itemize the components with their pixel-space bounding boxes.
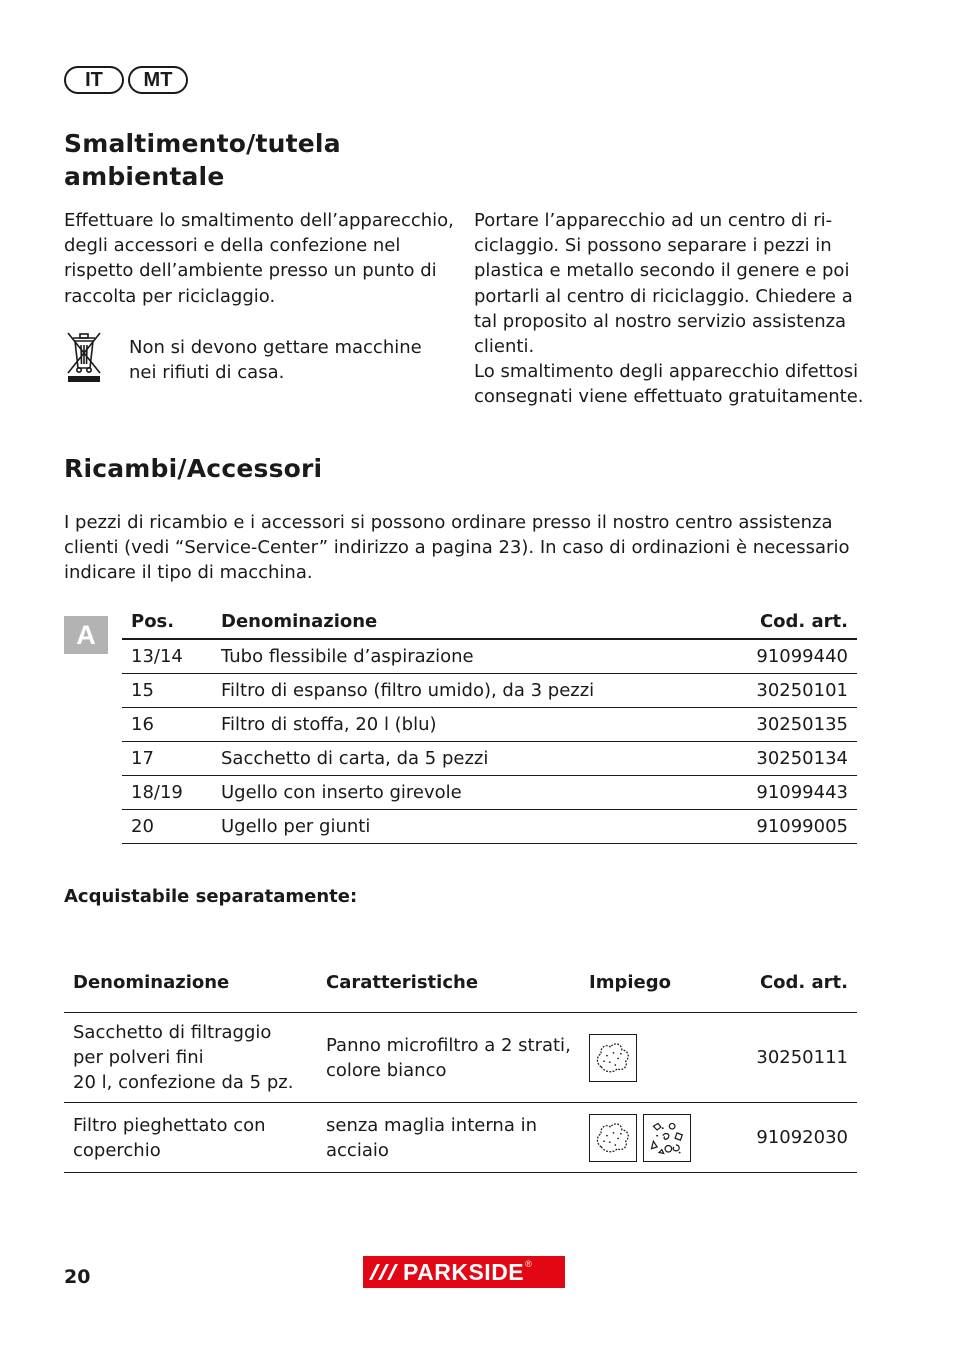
parkside-logo: [363, 1256, 565, 1288]
cell-code: 91099443: [716, 776, 857, 810]
table-header-row: [64, 952, 857, 1013]
text-line: Non si devono gettare macchine: [129, 337, 422, 358]
text-line: raccolta per riciclaggio.: [64, 285, 276, 307]
table-row: [64, 1013, 857, 1103]
cell-code: 91092030: [728, 1103, 857, 1173]
cell-code: 30250134: [716, 742, 857, 776]
header-code: Cod. art.: [716, 604, 857, 639]
text-line: acciaio: [326, 1139, 389, 1161]
header-features: Caratteristiche: [317, 952, 580, 1013]
text-line: Sacchetto di filtraggio: [73, 1022, 272, 1043]
parts-table: [122, 604, 857, 844]
bin-note: [129, 335, 422, 385]
cell-name: Tubo flessibile d’aspirazione: [212, 639, 716, 674]
title-line: Ricambi/Accessori: [64, 454, 323, 483]
cell-usage: [580, 1013, 728, 1103]
page-number: 20: [64, 1266, 91, 1288]
cell-code: 30250111: [728, 1013, 857, 1103]
cell-name: Filtro di stoffa, 20 l (blu): [212, 708, 716, 742]
cell-code: 30250135: [716, 708, 857, 742]
accessories-table: [64, 952, 857, 1173]
cell-pos: 17: [122, 742, 212, 776]
fine-dust-icon: [589, 1114, 637, 1162]
header-pos: Pos.: [122, 604, 212, 639]
text-line: plastica e metallo secondo il genere e poi: [474, 260, 850, 282]
cell-usage: [580, 1103, 728, 1173]
spare-parts-title: [64, 452, 322, 485]
table-row: [64, 1103, 857, 1173]
header-name: Denominazione: [64, 952, 317, 1013]
table-row: [122, 776, 857, 810]
text-line: indicare il tipo di macchina.: [64, 562, 313, 584]
cell-name: [64, 1013, 317, 1103]
cell-features: [317, 1103, 580, 1173]
cell-code: 91099440: [716, 639, 857, 674]
table-row: [122, 810, 857, 844]
language-badge-mt: MT: [128, 66, 188, 94]
cell-name: Ugello per giunti: [212, 810, 716, 844]
table-row: [122, 742, 857, 776]
header-code: Cod. art.: [728, 952, 857, 1013]
text-line: clienti (vedi “Service-Center” indirizzo a pagina 23). In caso di ordinazioni è necessario: [64, 537, 850, 559]
cell-pos: 13/14: [122, 639, 212, 674]
text-line: consegnati viene effettuato gratuitamente.: [474, 386, 864, 408]
cell-pos: 20: [122, 810, 212, 844]
language-badge-it: IT: [64, 66, 124, 94]
header-name: Denominazione: [212, 604, 716, 639]
disposal-right-paragraph: [474, 208, 864, 410]
coarse-dirt-icon: [643, 1114, 691, 1162]
table-header-row: [122, 604, 857, 639]
cell-name: [64, 1103, 317, 1173]
logo-slashes-icon: [363, 1256, 403, 1288]
cell-code: 91099005: [716, 810, 857, 844]
fine-dust-icon: [589, 1034, 637, 1082]
cell-name: Sacchetto di carta, da 5 pezzi: [212, 742, 716, 776]
title-line: ambientale: [64, 162, 225, 191]
text-line: clienti.: [474, 336, 535, 358]
cell-features: [317, 1013, 580, 1103]
text-line: per polveri fini: [73, 1047, 204, 1068]
text-line: ciclaggio. Si possono separare i pezzi in: [474, 235, 832, 257]
cell-pos: 18/19: [122, 776, 212, 810]
cell-name: Ugello con inserto girevole: [212, 776, 716, 810]
disposal-title: [64, 127, 341, 193]
text-line: rispetto dell’ambiente presso un punto di: [64, 260, 437, 282]
crossed-bin-icon: [64, 330, 104, 384]
text-line: I pezzi di ricambio e i accessori si possono ordinare presso il nostro centro assistenza: [64, 512, 833, 533]
table-row: [122, 708, 857, 742]
disposal-left-paragraph: [64, 208, 454, 309]
cell-pos: 16: [122, 708, 212, 742]
cell-code: 30250101: [716, 674, 857, 708]
table-row: [122, 639, 857, 674]
table-row: [122, 674, 857, 708]
text-line: tal proposito al nostro servizio assistenza: [474, 310, 847, 332]
cell-name: Filtro di espanso (filtro umido), da 3 pezzi: [212, 674, 716, 708]
text-line: Panno microfiltro a 2 strati,: [326, 1034, 571, 1056]
header-usage: Impiego: [580, 952, 728, 1013]
cell-pos: 15: [122, 674, 212, 708]
text-line: 20 l, confezione da 5 pz.: [73, 1072, 294, 1093]
text-line: Lo smaltimento degli apparecchio difettosi: [474, 361, 859, 383]
text-line: coperchio: [73, 1139, 161, 1161]
text-line: Portare l’apparecchio ad un centro di ri-: [474, 210, 833, 231]
text-line: senza maglia interna in: [326, 1114, 537, 1136]
brand-name: PARKSIDE: [403, 1259, 525, 1285]
figure-letter-box: A: [64, 616, 108, 654]
text-line: Filtro pieghettato con: [73, 1114, 266, 1136]
spare-parts-intro: [64, 510, 849, 586]
text-line: portarli al centro di riciclaggio. Chiedere a: [474, 285, 853, 307]
title-line: Smaltimento/tutela: [64, 129, 341, 158]
brand-registered-mark: ®: [525, 1259, 532, 1269]
text-line: Effettuare lo smaltimento dell’apparecchio,: [64, 210, 454, 231]
text-line: degli accessori e della confezione nel: [64, 235, 401, 257]
separate-heading: Acquistabile separatamente:: [64, 886, 358, 907]
text-line: nei rifiuti di casa.: [129, 362, 285, 384]
text-line: colore bianco: [326, 1059, 447, 1081]
